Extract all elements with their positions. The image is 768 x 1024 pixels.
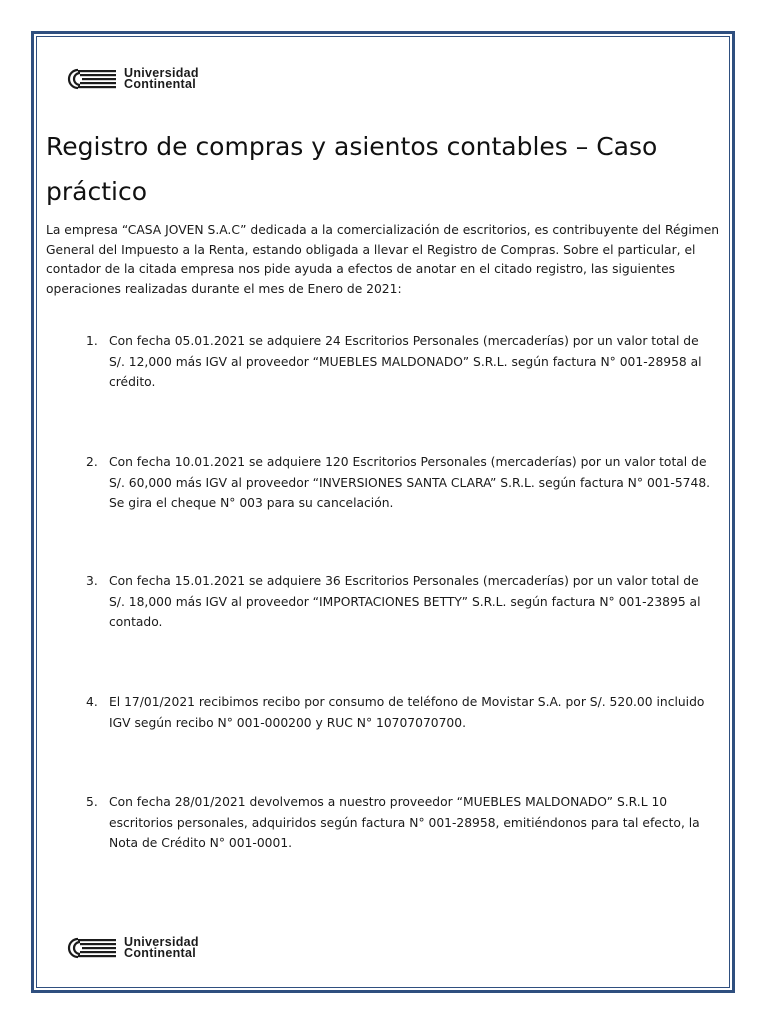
logo-wordmark <box>124 68 199 90</box>
footer-logo <box>58 936 199 960</box>
list-item-text: El 17/01/2021 recibimos recibo por consumo de teléfono de Movistar S.A. por S/. 520.00 incluido IGV según recibo N° 001-000200 y RUC N° 10707070700. <box>109 695 705 730</box>
logo-line-2: Continental <box>124 946 197 960</box>
list-item-number: 3. <box>86 574 98 588</box>
page-title: Registro de compras y asientos contables – Caso práctico <box>46 132 658 206</box>
university-logo-icon <box>58 67 118 91</box>
university-logo-icon <box>58 936 118 960</box>
list-item-2 <box>86 452 718 514</box>
list-item-text: Con fecha 05.01.2021 se adquiere 24 Escritorios Personales (mercaderías) por un valor total de S/. 12,000 más IGV al proveedor “MUEBLES MALDONADO” S.R.L. según factura N° 001-28958 al crédito. <box>109 334 702 389</box>
logo-line-2: Continental <box>124 77 197 91</box>
list-item-text: Con fecha 28/01/2021 devolvemos a nuestro proveedor “MUEBLES MALDONADO” S.R.L 10 escritorios personales, adquiridos según factura N° 001-28958, emitiéndonos para tal efecto, la Nota de Crédito N° 001-0001. <box>109 795 700 850</box>
logo-wordmark <box>124 937 199 959</box>
logo-line-1: Universidad <box>124 66 199 80</box>
list-item-4 <box>86 692 718 733</box>
list-item-3 <box>86 571 718 633</box>
list-item-number: 1. <box>86 334 98 348</box>
list-item-5 <box>86 792 718 854</box>
list-item-number: 2. <box>86 455 98 469</box>
list-item-text: Con fecha 10.01.2021 se adquiere 120 Escritorios Personales (mercaderías) por un valor total de S/. 60,000 más IGV al proveedor “INVERSIONES SANTA CLARA” S.R.L. según factura N° 001-5748. Se gira el cheque N° 003 para su cancelación. <box>109 455 711 510</box>
list-item-text: Con fecha 15.01.2021 se adquiere 36 Escritorios Personales (mercaderías) por un valor total de S/. 18,000 más IGV al proveedor “IMPORTACIONES BETTY” S.R.L. según factura N° 001-23895 al contado. <box>109 574 701 629</box>
intro-paragraph: La empresa “CASA JOVEN S.A.C” dedicada a la comercialización de escritorios, es contribuyente del Régimen General del Impuesto a la Renta, estando obligada a llevar el Registro de Compras. Sobre el particular, el contador de la citada empresa nos pide ayuda a efectos de anotar en el citado registro, las siguientes operaciones realizadas durante el mes de Enero de 2021: <box>46 223 720 296</box>
header-logo <box>58 67 199 91</box>
logo-line-1: Universidad <box>124 935 199 949</box>
list-item-number: 5. <box>86 795 98 809</box>
list-item-1 <box>86 331 718 393</box>
list-item-number: 4. <box>86 695 98 709</box>
